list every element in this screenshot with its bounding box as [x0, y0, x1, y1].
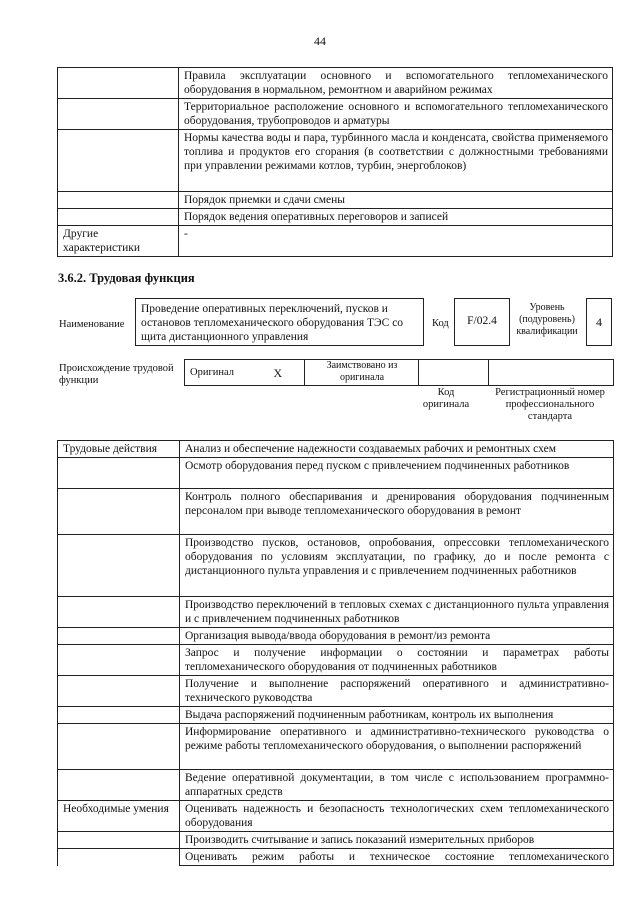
knowledge-table — [57, 67, 613, 257]
table-row — [58, 458, 614, 489]
table-row — [58, 226, 613, 257]
level-box — [586, 298, 612, 346]
skill-item: Оценивать надежность и безопасность технологических схем тепломеханического оборудования — [180, 801, 614, 832]
empty-label-cell — [58, 458, 180, 489]
origin-code-label: Код оригинала — [422, 387, 470, 410]
action-item: Ведение оперативной документации, в том числе с использованием программно-аппаратных средств — [180, 770, 614, 801]
action-item: Запрос и получение информации о состоянии и параметрах работы тепломеханического оборудования от подчиненных работников — [180, 645, 614, 676]
table-row — [58, 645, 614, 676]
borrowed-label: Заимствовано из оригинала — [305, 360, 419, 386]
empty-label-cell — [58, 849, 180, 866]
original-label: Оригинал — [185, 360, 269, 386]
function-code: F/02.4 — [467, 315, 497, 327]
action-item: Контроль полного обеспаривания и дренирования оборудования подчиненным персоналом при выводе тепломеханического оборудования в ремонт — [180, 489, 614, 535]
skills-label: Необходимые умения — [58, 801, 180, 832]
table-row — [58, 99, 613, 130]
name-box — [135, 298, 424, 346]
skill-item: Оценивать режим работы и техническое состояние тепломеханического — [180, 849, 614, 866]
origin-code-cell — [419, 360, 489, 386]
table-row — [58, 770, 614, 801]
table-row — [58, 489, 614, 535]
empty-label-cell — [58, 770, 180, 801]
empty-label-cell — [58, 832, 180, 849]
level-value: 4 — [596, 315, 602, 329]
function-name: Проведение оперативных переключений, пусков и остановов тепломеханического оборудования ТЭС со щита дистанционного управления — [141, 303, 404, 343]
action-item: Анализ и обеспечение надежности создаваемых рабочих и ремонтных схем — [180, 441, 614, 458]
origin-label: Происхождение трудовой функции — [59, 363, 174, 386]
empty-label-cell — [58, 130, 179, 192]
table-row — [58, 724, 614, 770]
section-title: 3.6.2. Трудовая функция — [58, 271, 195, 285]
empty-label-cell — [58, 707, 180, 724]
name-label: Наименование — [59, 319, 125, 330]
table-row — [58, 441, 614, 458]
knowledge-item: Правила эксплуатации основного и вспомогательного тепломеханического оборудования в нормальном, ремонтном и аварийном режимах — [179, 68, 613, 99]
table-row — [58, 209, 613, 226]
code-label: Код — [432, 318, 449, 329]
actions-label: Трудовые действия — [58, 441, 180, 458]
knowledge-item: Порядок ведения оперативных переговоров и записей — [179, 209, 613, 226]
original-mark: X — [269, 360, 305, 386]
knowledge-item: Территориальное расположение основного и вспомогательного тепломеханического оборудования, трубопроводов и арматуры — [179, 99, 613, 130]
action-item: Организация вывода/ввода оборудования в ремонт/из ремонта — [180, 628, 614, 645]
knowledge-item: Порядок приемки и сдачи смены — [179, 192, 613, 209]
table-row — [58, 597, 614, 628]
empty-label-cell — [58, 192, 179, 209]
empty-label-cell — [58, 676, 180, 707]
other-characteristics-value: - — [179, 226, 613, 257]
origin-table — [184, 359, 614, 386]
table-row — [58, 849, 614, 866]
page-number: 44 — [314, 34, 326, 48]
actions-table — [57, 440, 614, 866]
action-item: Выдача распоряжений подчиненным работникам, контроль их выполнения — [180, 707, 614, 724]
empty-label-cell — [58, 724, 180, 770]
action-item: Информирование оперативного и административно-технического руководства о режиме работы тепломеханического оборудования, о выполнении распоряжений — [180, 724, 614, 770]
table-row — [58, 707, 614, 724]
empty-label-cell — [58, 645, 180, 676]
empty-label-cell — [58, 209, 179, 226]
table-row — [58, 676, 614, 707]
empty-label-cell — [58, 535, 180, 597]
action-item: Получение и выполнение распоряжений оперативного и административно-технического руководства — [180, 676, 614, 707]
table-row — [58, 192, 613, 209]
origin-row — [185, 360, 614, 386]
other-characteristics-label: Другие характеристики — [58, 226, 179, 257]
table-row — [58, 68, 613, 99]
action-item: Производство переключений в тепловых схемах с дистанционного пульта управления и с привлечением подчиненных работников — [180, 597, 614, 628]
table-row — [58, 801, 614, 832]
reg-number-cell — [489, 360, 614, 386]
table-row — [58, 130, 613, 192]
skill-item: Производить считывание и запись показаний измерительных приборов — [180, 832, 614, 849]
empty-label-cell — [58, 489, 180, 535]
level-label: Уровень (подуровень) квалификации — [516, 302, 578, 337]
code-box — [454, 298, 510, 346]
knowledge-item: Нормы качества воды и пара, турбинного масла и конденсата, свойства применяемого топлива и продуктов его сгорания (в соответствии с должностными требованиями при управлении режимами котлов, турбин, энергоблоков) — [179, 130, 613, 192]
table-row — [58, 832, 614, 849]
action-item: Осмотр оборудования перед пуском с привлечением подчиненных работников — [180, 458, 614, 489]
table-row — [58, 535, 614, 597]
empty-label-cell — [58, 68, 179, 99]
table-row — [58, 628, 614, 645]
empty-label-cell — [58, 597, 180, 628]
reg-number-label: Регистрационный номер профессионального стандарта — [495, 387, 605, 422]
action-item: Производство пусков, остановов, опробования, опрессовки тепломеханического оборудования по условиям эксплуатации, по графику, до и после ремонта с дистанционного пульта управления и с привлечением подчиненных работников — [180, 535, 614, 597]
empty-label-cell — [58, 99, 179, 130]
empty-label-cell — [58, 628, 180, 645]
